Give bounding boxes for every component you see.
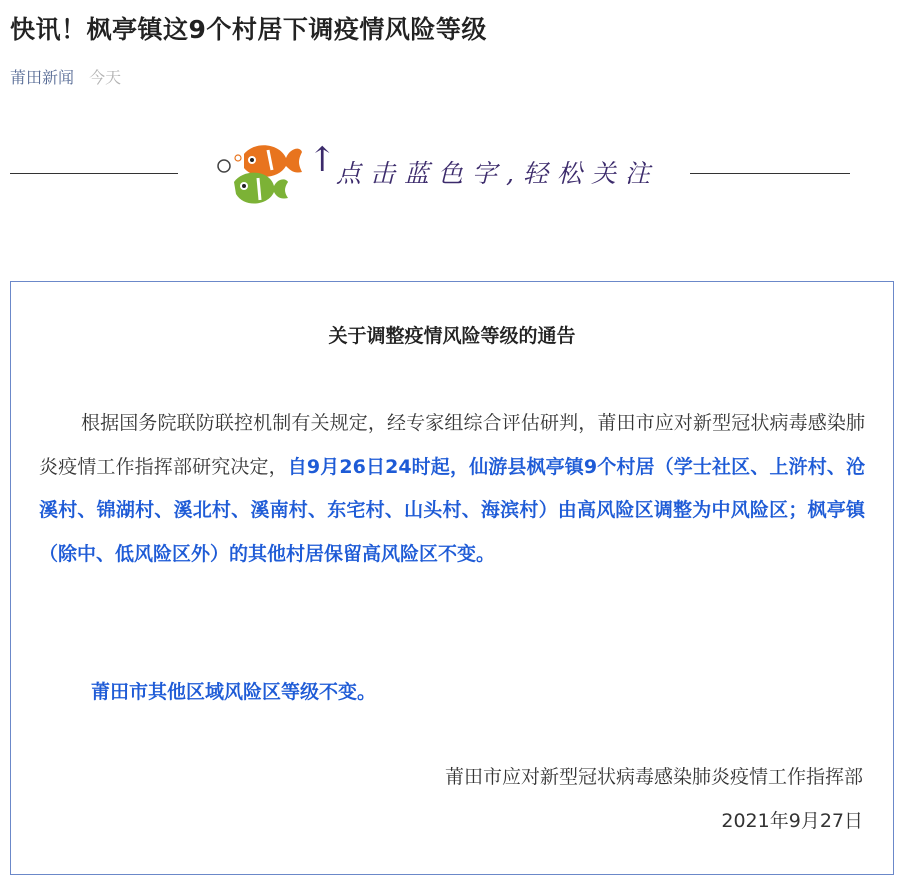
notice-title: 关于调整疫情风险等级的通告 <box>328 325 576 347</box>
issuer-signature: 莆田市应对新型冠状病毒感染肺炎疫情工作指挥部 <box>444 766 863 788</box>
clownfish-logo-icon <box>214 140 304 210</box>
article-meta <box>10 65 121 88</box>
issue-date: 2021年9月27日 <box>721 810 863 832</box>
notice-box <box>10 281 894 875</box>
article-title: 快讯！枫亭镇这9个村居下调疫情风险等级 <box>10 15 487 44</box>
follow-banner[interactable] <box>10 140 850 210</box>
source-link[interactable]: 莆田新闻 <box>10 68 75 87</box>
divider-left <box>10 173 178 174</box>
divider-right <box>690 173 850 174</box>
follow-prompt[interactable]: 点击蓝色字,轻松关注 <box>336 159 659 188</box>
notice-paragraph-2: 莆田市其他区域风险区等级不变。 <box>91 681 377 703</box>
paragraph-text: 根据国务院联防联控机制有关规定，经专家组综合评估研判，莆田市应对新型冠状病毒感染肺炎疫情工作指挥部研究决定， <box>39 412 865 478</box>
notice-paragraph-1 <box>39 402 865 576</box>
highlighted-text: 自9月26日24时起，仙游县枫亭镇9个村居（学士社区、上浒村、沧溪村、锦湖村、溪北村、溪南村、东宅村、山头村、海滨村）由高风险区调整为中风险区；枫亭镇（除中、低风险区外）的其他村居保留高风险区不变。 <box>39 455 865 565</box>
publish-time: 今天 <box>89 68 122 87</box>
up-arrow-icon: ↑ <box>308 140 337 180</box>
